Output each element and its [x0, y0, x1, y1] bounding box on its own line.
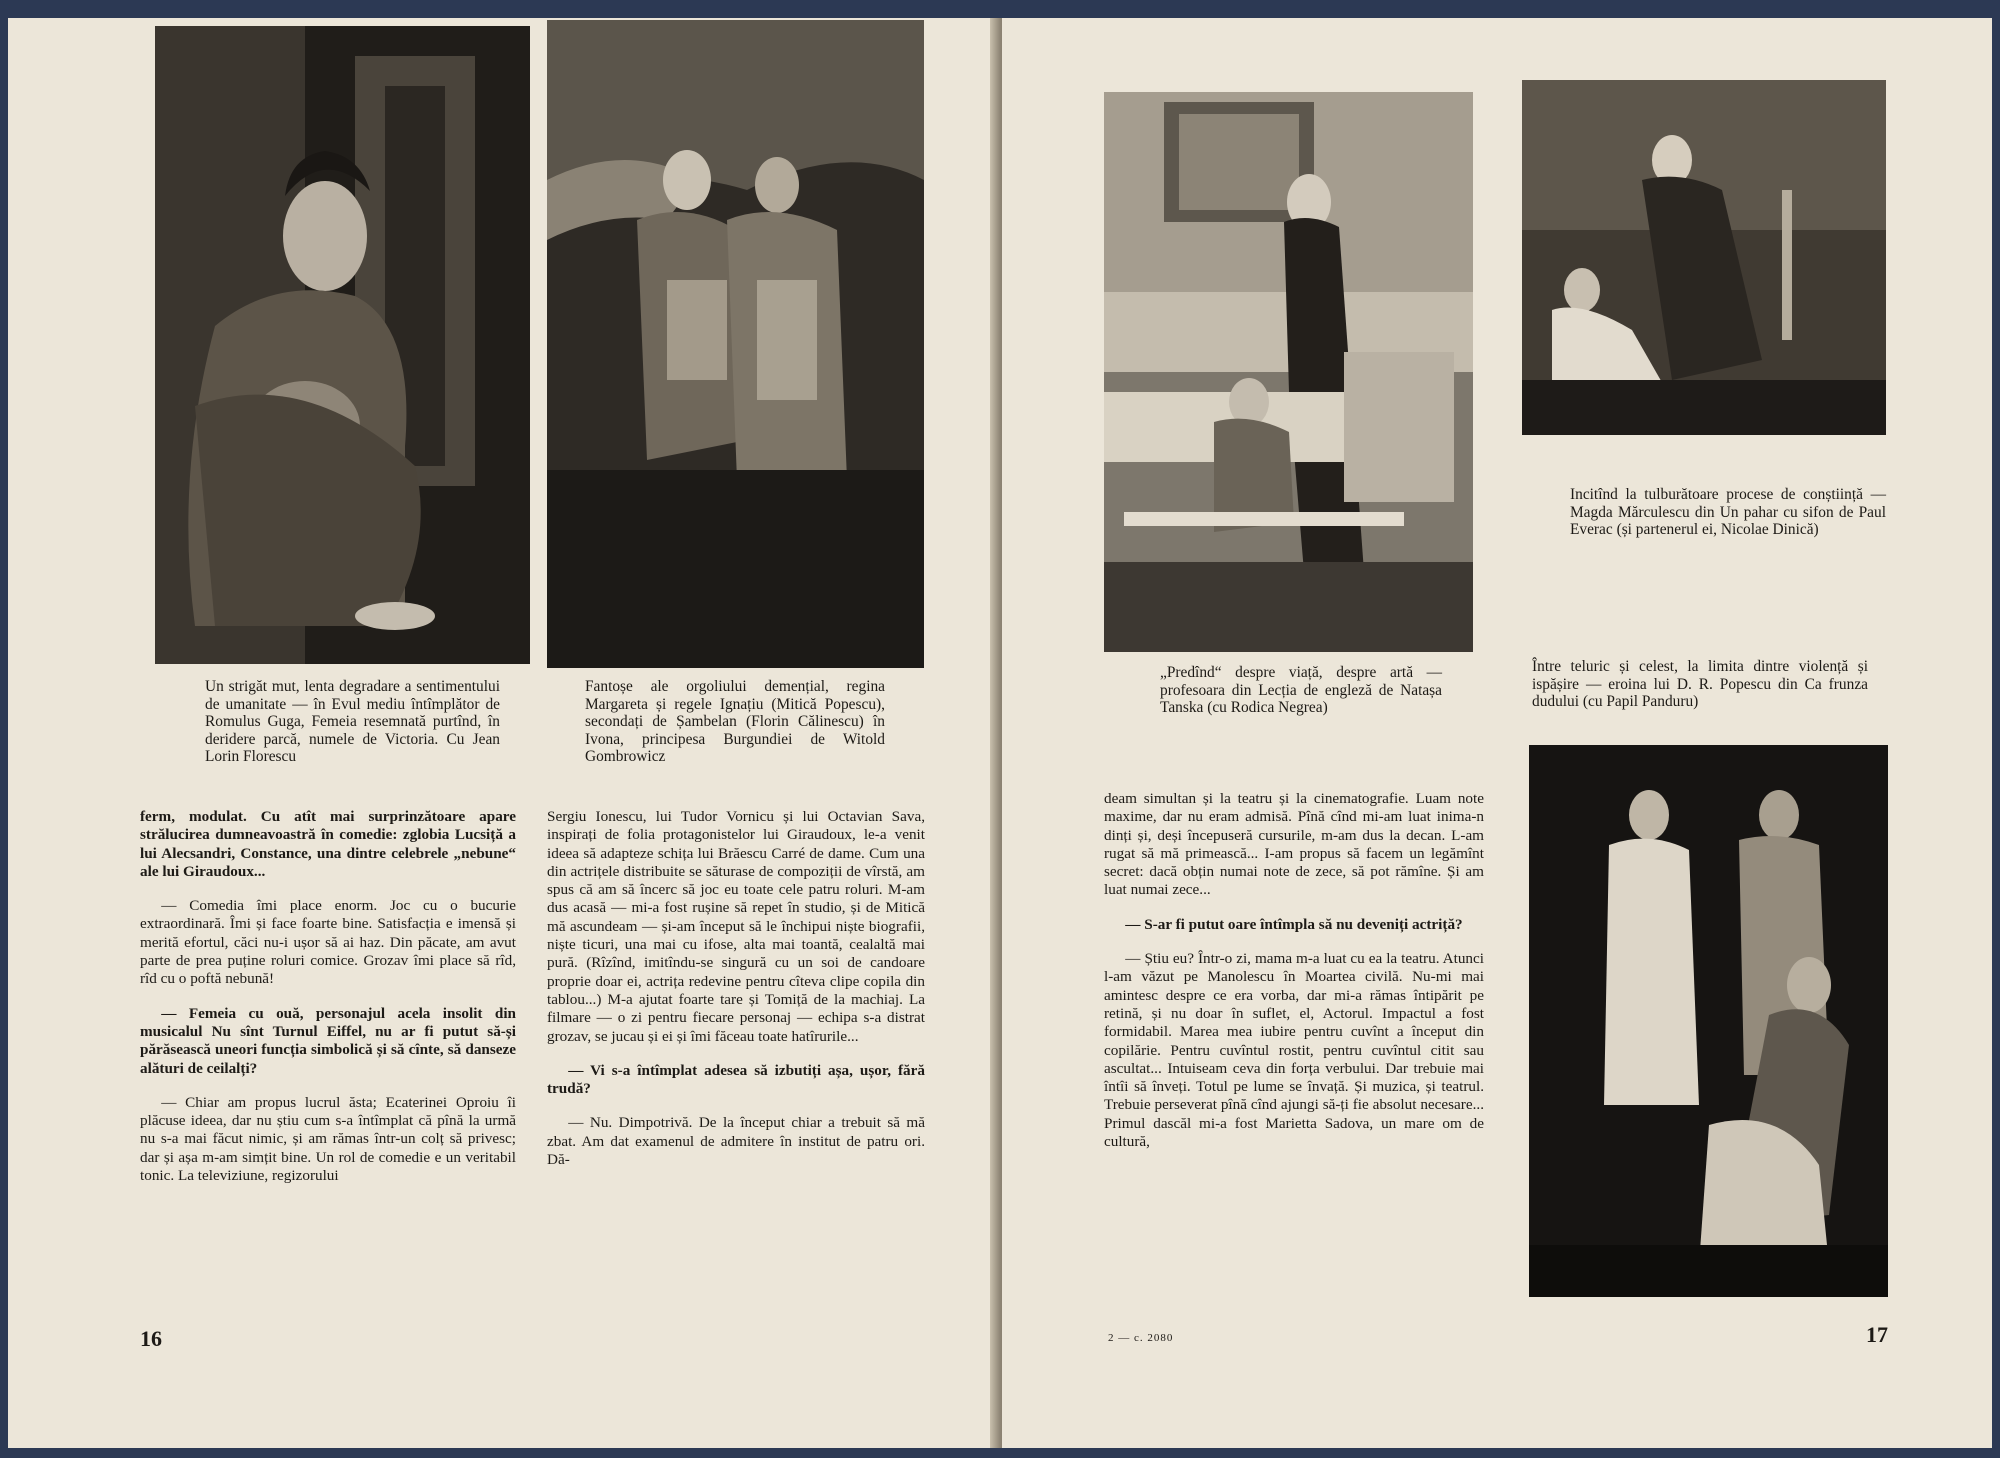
paragraph: deam simultan și la teatru și la cinematografie. Luam note maxime, dar nu eram admisă. Pînă cînd mi-am luat inima-n dinți și, deși începuseră cursurile, m-am dus la decan. L-am rugat să mă primească... I-am propus să facem un legămînt secret: dacă obțin numai note de zece, să pot rămîne. Și am luat numai zece... — [1104, 790, 1484, 899]
left-column-2 — [547, 808, 925, 1185]
photo-evul-mediu — [155, 26, 530, 664]
photo-sifon-image — [1522, 80, 1886, 435]
paragraph: ferm, modulat. Cu atît mai surprinzătoare apare strălucirea dumneavoastră în comedie: zglobia Lucsiță a lui Alecsandri, Constance, una dintre celebrele „nebune“ ale lui Giraudoux... — [140, 808, 516, 880]
question: — Femeia cu ouă, personajul acela insolit din musicalul Nu sînt Turnul Eiffel, nu ar fi putut să-și părăsească uneori funcția simbolică și să cînte, să danseze alături de ceilalți? — [140, 1004, 516, 1077]
caption-sifon: Incitînd la tulburătoare procese de conștiință — Magda Mărculescu din Un pahar cu sifon de Paul Everac (și partenerul ei, Nicolae Dinică) — [1570, 486, 1886, 539]
caption-evul-mediu: Un strigăt mut, lenta degradare a sentimentului de umanitate — în Evul mediu întîmplător de Romulus Guga, Femeia resemnată purtînd, în deridere parcă, numele de Victoria. Cu Jean Lorin Florescu — [205, 678, 500, 766]
paragraph: — Chiar am propus lucrul ăsta; Ecaterinei Oproiu îi plăcuse ideea, dar nu știu cum s-a întîmplat că pînă la urmă nu s-a mai făcut nimic, și am rămas într-un colț să privesc; dar și așa m-am simțit bine. Un rol de comedie e un veritabil tonic. La televiziune, regizorului — [140, 1093, 516, 1185]
photo-lectia-image — [1104, 92, 1473, 652]
footer-print-code: 2 — c. 2080 — [1108, 1332, 1174, 1344]
photo-un-pahar-cu-sifon — [1522, 80, 1886, 435]
photo-lectia-de-engleza — [1104, 92, 1473, 652]
photo-frunza-image — [1529, 745, 1888, 1297]
right-column — [1104, 790, 1484, 1167]
photo-ca-frunza-dudului — [1529, 745, 1888, 1297]
paragraph: — Știu eu? Într-o zi, mama m-a luat cu ea la teatru. Atunci l-am văzut pe Manolescu în Moartea civilă. Nu-mi mai amintesc despre ce era vorba, dar mi-a rămas întipărit pe retină, și nu doar în suflet, el, Actorul. Impactul a fost formidabil. Marea mea iubire pentru cuvînt a început din copilărie. Pentru cuvîntul rostit, pentru cuvîntul citit sau ascultat... Intuiseam ceva din forța verbului. Dar trebuie mai întîi să înveți. Totul pe lume se învață. Și muzica, și teatrul. Trebuie perseverat pînă cînd ajungi să-ți fie absolut necesare... Primul dascăl mi-a fost Marietta Sadova, un mare om de cultură, — [1104, 950, 1484, 1151]
question: — Vi s-a întîmplat adesea să izbutiți așa, ușor, fără trudă? — [547, 1061, 925, 1098]
caption-frunza-dudului: Între teluric și celest, la limita dintre violență și ispășire — eroina lui D. R. Popescu din Ca frunza dudului (cu Papil Panduru) — [1532, 658, 1868, 711]
paragraph: — Comedia îmi place enorm. Joc cu o bucurie extraordinară. Îmi și face foarte bine. Satisfacția e imensă și merită efortul, căci nu-i ușor să ai haz. Din păcate, am avut parte de prea puține roluri comice. Grozav îmi place să rîd, rîd cu o poftă nebună! — [140, 897, 516, 988]
paragraph: Sergiu Ionescu, lui Tudor Vornicu și lui Octavian Sava, inspirați de folia protagonistelor lui Giraudoux, le-a venit ideea să adapteze schița lui Brăescu Carré de dame. Cum una din actrițele distribuite se săturase de compoziții de vîrstă, am spus că am să încerc să joc eu toate cele patru roluri. M-am dus acasă — mi-a fost rușine să repet în studio, și de Mitică mă ascundeam — și-am început să le închipui niște biografii, niște ticuri, una mai cu ifose, alta mai toantă, cealaltă mai pură. (Rîzînd, imitîndu-se singură cu un soi de candoare proprie doar ei, actrița redevine pentru cîteva clipe copila din tablou...) M-a ajutat foarte tare și Tomiță de la machiaj. La filmare — o zi pentru fiecare personaj — echipa s-a distrat grozav, se jucau și ei și îmi făceau toate hatîrurile... — [547, 808, 925, 1045]
page-number-left: 16 — [140, 1326, 162, 1351]
caption-lectia: „Predînd“ despre viață, despre artă — profesoara din Lecția de engleză de Natașa Tanska (cu Rodica Negrea) — [1160, 664, 1442, 717]
photo-ivona — [547, 20, 924, 668]
photo-evul-mediu-image — [155, 26, 530, 664]
photo-ivona-image — [547, 20, 924, 668]
left-column-1 — [140, 808, 516, 1201]
caption-ivona: Fantoșe ale orgoliului demențial, regina Margareta și regele Ignațiu (Mitică Popescu), secondați de Șambelan (Florin Călinescu) în Ivona, principesa Burgundiei de Witold Gombrowicz — [585, 678, 885, 766]
paragraph: — Nu. Dimpotrivă. De la început chiar a trebuit să mă zbat. Am dat examenul de admitere în institut de patru ori. Dă- — [547, 1114, 925, 1169]
question: — S-ar fi putut oare întîmpla să nu deveniți actriță? — [1125, 915, 1463, 933]
page-number-right: 17 — [1866, 1322, 1888, 1347]
